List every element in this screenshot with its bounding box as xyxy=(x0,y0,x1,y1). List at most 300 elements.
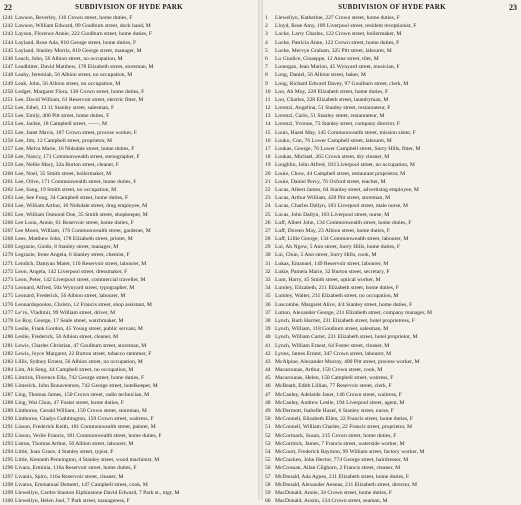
list-item xyxy=(265,55,519,63)
entry-number: 49 xyxy=(265,408,271,414)
entry-text: Lucas, Charles Dallyn, 183 Liverpool street, male nurse, M xyxy=(275,203,408,210)
entry-text: Little, Joan Grace, 4 Stanley street, typist, F xyxy=(15,448,114,455)
list-item xyxy=(265,268,519,276)
entry-text: Long, Daniel, 56 Albion street, baker, M xyxy=(275,72,366,79)
entry-number: 1294 xyxy=(2,448,14,455)
entry-text: Luscombe, Margaret Alice, 4/4 Stanley street, home duties, F xyxy=(275,301,413,308)
entry-text: Lutton, Alexander George, 211 Elizabeth street, company manager, M xyxy=(275,309,432,316)
list-item xyxy=(265,342,519,350)
entry-text: Leahy, Jeremiah, 56 Albion street, no occupation, M xyxy=(15,72,133,79)
entry-number: 1270 xyxy=(2,252,14,259)
entry-text: Lumley, Walter, 211 Elizabeth street, no occupation, M xyxy=(275,293,399,300)
entry-number: 1285 xyxy=(2,375,14,382)
list-item xyxy=(265,497,519,505)
list-item xyxy=(2,489,256,497)
list-item xyxy=(2,243,256,251)
list-item xyxy=(265,325,519,333)
entry-number: 22 xyxy=(265,186,271,193)
list-item xyxy=(265,333,519,341)
entry-text: Layson, Florence Annie, 222 Goulburn street, home duties, F xyxy=(15,31,153,38)
entry-text: Layland, Stanley Morris, 810 George street, manager, M xyxy=(15,47,142,54)
entry-number: 31 xyxy=(265,260,271,267)
entry-number: 1250 xyxy=(2,88,14,95)
list-item xyxy=(265,481,519,489)
list-item xyxy=(2,202,256,210)
list-item xyxy=(2,63,256,71)
list-item xyxy=(265,251,519,259)
entry-text: Leadbitter, David Matthew, 178 Elizabeth street, storeman, M xyxy=(15,64,154,71)
entry-text: McConnell, William Charles, 22 Francis street, proprietor, M xyxy=(275,424,412,431)
entry-number: 1298 xyxy=(2,481,14,488)
list-item xyxy=(2,301,256,309)
list-item xyxy=(265,276,519,284)
entry-text: Lorenzi, Carlo, 51 Stanley street, restaurateur, M xyxy=(275,113,385,120)
list-item xyxy=(2,22,256,30)
entry-number: 24 xyxy=(265,203,271,210)
page-number: 23 xyxy=(509,3,517,12)
list-item xyxy=(265,129,519,137)
entry-text: Llewellyn, Helen Juel, 7 Park street, manageress, F xyxy=(15,498,130,505)
entry-number: 4 xyxy=(265,39,268,46)
entry-number: 48 xyxy=(265,399,271,406)
entry-text: Long, Richard Edward Davey, 97 Goulburn street, clerk, M xyxy=(275,80,409,87)
entry-number: 1260 xyxy=(2,170,14,177)
entry-text: Lee, Olive, 171 Commonwealth street, home duties, F xyxy=(15,178,137,185)
list-item xyxy=(265,80,519,88)
entry-number: 50 xyxy=(265,416,271,423)
list-item xyxy=(2,374,256,382)
entry-number: 1289 xyxy=(2,408,14,414)
list-item xyxy=(265,153,519,161)
entry-text: Lonergan, Jean Marion, 45 Wynyard street, musician, F xyxy=(275,64,400,71)
entry-text: Loo, Ah Moy, 228 Elizabeth street, home duties, F xyxy=(275,88,389,95)
list-item xyxy=(265,186,519,194)
entry-text: Locke, Mervyn Graham, 325 Pitt street, labourer, M xyxy=(275,47,392,54)
entry-text: Lee, Jim, 12 Campbell street, proprietor, M xyxy=(15,137,113,144)
entry-text: Layland, Rose Ada, 810 George street, home duties, F xyxy=(15,39,137,46)
entry-text: Lucas, Albert James, 64 Stanley street, advertising employee, M xyxy=(275,186,419,193)
entry-text: Le’ro, Vladimir, 99 William street, driver, M xyxy=(15,309,116,316)
left-page-header xyxy=(4,0,254,14)
entry-number: 1254 xyxy=(2,121,14,128)
list-item xyxy=(2,129,256,137)
entry-number: 51 xyxy=(265,424,271,431)
list-item xyxy=(2,39,256,47)
entry-number: 36 xyxy=(265,301,271,308)
entry-text: Liston, Thomas Arthur, 56 Albion street, labourer, M xyxy=(15,440,134,447)
entry-text: Lee Moon, William, 176 Commonwealth street, gardener, M xyxy=(15,227,151,234)
entry-number: 25 xyxy=(265,211,271,218)
list-item xyxy=(265,382,519,390)
entry-text: Loukas, George, 76 Lower Campbell street, Surry Hills, fitter, M xyxy=(275,146,421,152)
entry-number: 29 xyxy=(265,244,271,251)
entry-text: Lyons, James Ernest, 347 Crown street, labourer, M xyxy=(275,350,392,357)
entry-text: Lucas, Arthur William, 428 Pitt street, storeman, M xyxy=(275,195,391,202)
entry-number: 1256 xyxy=(2,137,14,144)
list-item xyxy=(2,440,256,448)
list-item xyxy=(2,292,256,300)
list-item xyxy=(265,407,519,415)
entry-number: 16 xyxy=(265,137,271,144)
entry-text: Lawson, William Edward, 89 Goulburn street, dock hand, M xyxy=(15,23,151,30)
entry-text: Le Roy, George, 17 Seale street, watchmaker, M xyxy=(15,317,124,324)
page-number: 22 xyxy=(4,3,12,12)
entry-text: Lewis, Joyce Margaret, 22 Burton street, tobacco stemmer, F xyxy=(15,350,152,357)
list-item xyxy=(2,112,256,120)
list-item xyxy=(265,14,519,22)
entry-text: Louko, Con, 76 Lower Campbell street, labourer, M xyxy=(275,137,392,144)
list-item xyxy=(2,481,256,489)
entry-number: 1284 xyxy=(2,367,14,374)
entry-text: Louie, Chow, 44 Campbell street, restaurant proprietor, M xyxy=(275,170,406,177)
list-item xyxy=(265,489,519,497)
list-item xyxy=(265,358,519,366)
entry-text: Leonard, Frederick, 56 Albion street, labourer, M xyxy=(15,293,126,300)
entry-text: Leach, John, 56 Albion street, no occupation, M xyxy=(15,55,123,62)
entry-number: 1258 xyxy=(2,154,14,161)
entry-number: 57 xyxy=(265,473,271,480)
entry-number: 7 xyxy=(265,64,268,71)
entry-number: 5 xyxy=(265,47,268,54)
entry-text: MacDonald, Austin, 134 Crown street, seaman, M xyxy=(275,498,388,505)
list-item xyxy=(2,382,256,390)
entry-number: 1242 xyxy=(2,23,14,30)
entry-number: 59 xyxy=(265,489,271,496)
list-item xyxy=(2,186,256,194)
list-item xyxy=(2,407,256,415)
entry-number: 1277 xyxy=(2,309,14,316)
entry-text: Legrazie, Guido, 8 Stanley street, manager, M xyxy=(15,244,119,251)
entry-number: 54 xyxy=(265,448,271,455)
entry-text: Linthorne, Gerald William, 150 Crown street, storeman, M xyxy=(15,408,147,414)
list-item xyxy=(2,448,256,456)
entry-number: 1297 xyxy=(2,473,14,480)
entry-number: 1271 xyxy=(2,260,14,267)
entry-number: 1287 xyxy=(2,391,14,398)
entry-number: 32 xyxy=(265,268,271,275)
list-item xyxy=(2,309,256,317)
list-item xyxy=(265,71,519,79)
list-item xyxy=(265,170,519,178)
entry-text: Llewellyn, Katherine, 227 Crown street, home duties, F xyxy=(275,15,400,21)
elector-list xyxy=(265,14,519,505)
list-item xyxy=(265,112,519,120)
list-item xyxy=(265,464,519,472)
entry-text: Little, Kenneth Pennington, 4 Stanley street, wood machinist, M xyxy=(15,457,160,464)
entry-number: 8 xyxy=(265,72,268,79)
entry-text: Lloyd, Rose Amy, 189 Liverpool street, resident receptionist, F xyxy=(275,23,417,30)
entry-text: Lee, Jackie, 18 Campbell street, ——, M xyxy=(15,121,107,128)
list-item xyxy=(2,145,256,153)
list-item xyxy=(2,333,256,341)
list-item xyxy=(2,80,256,88)
entry-text: Lisson, Frederick Keith, 181 Commonwealth street, painter, M xyxy=(15,424,156,431)
entry-number: 1275 xyxy=(2,293,14,300)
list-item xyxy=(265,284,519,292)
entry-number: 1265 xyxy=(2,211,14,218)
list-item xyxy=(2,473,256,481)
entry-number: 1286 xyxy=(2,383,14,390)
entry-text: McCormick, James, 7 Francis street, waterside worker, M xyxy=(275,440,405,447)
entry-text: McAlpine, Alexander Murray, 400 Pitt street, process worker, M xyxy=(275,358,420,365)
entry-text: Lee, William Osmond Doe, 35 Smith street, shopkeeper, M xyxy=(15,211,148,218)
list-item xyxy=(265,243,519,251)
list-item xyxy=(265,88,519,96)
entry-number: 1266 xyxy=(2,219,14,226)
entry-text: McCracken, John Hector, 774 George street, hairdresser, M xyxy=(275,457,409,464)
entry-text: Ledger, Margaret Flora, 138 Crown street, home duties, F xyxy=(15,88,145,95)
list-item xyxy=(265,399,519,407)
entry-number: 1279 xyxy=(2,326,14,333)
entry-number: 10 xyxy=(265,88,271,95)
entry-number: 17 xyxy=(265,146,271,152)
entry-number: 53 xyxy=(265,440,271,447)
entry-text: Lui, Chun, 5 Ann street, Surry Hills, cook, M xyxy=(275,252,377,259)
list-item xyxy=(2,104,256,112)
entry-text: McBeath, Edith Lillian, 77 Reservoir street, clerk, F xyxy=(275,383,392,390)
entry-text: Locke, Patricia Anne, 122 Crown street, home duties, F xyxy=(275,39,400,46)
entry-text: Lees, Matthew John, 178 Elizabeth street, printer, M xyxy=(15,236,133,243)
list-item xyxy=(265,301,519,309)
entry-number: 28 xyxy=(265,236,271,243)
entry-number: 1272 xyxy=(2,268,14,275)
list-item xyxy=(2,161,256,169)
list-item xyxy=(2,88,256,96)
entry-number: 1278 xyxy=(2,317,14,324)
page-title: SUBDIVISION OF HYDE PARK xyxy=(75,3,183,11)
entry-text: Lee, Nancy, 171 Commonwealth street, stenographer, F xyxy=(15,154,140,161)
entry-number: 1246 xyxy=(2,55,14,62)
entry-text: Lewis, Charles Christian, 47 Goulburn street, storeman, M xyxy=(15,342,147,349)
entry-number: 20 xyxy=(265,170,271,177)
entry-text: Loo, Charles, 228 Elizabeth street, laundryman, M xyxy=(275,96,389,103)
entry-text: Lillis, Sydney Ernest, 56 Albion street, no occupation, M xyxy=(15,358,143,365)
entry-number: 1280 xyxy=(2,334,14,341)
entry-text: Lee, David William, 61 Reservoir street, electric fitter, M xyxy=(15,96,144,103)
list-item xyxy=(265,194,519,202)
entry-number: 1 xyxy=(265,15,268,21)
entry-number: 21 xyxy=(265,178,271,185)
entry-text: Llewellyn, Cardre Stanton Elphinstone David Edward, 7 Park st., mgr, M xyxy=(15,489,180,496)
entry-number: 46 xyxy=(265,383,271,390)
entry-number: 1282 xyxy=(2,350,14,357)
entry-text: Loughlin, John Alfred, 183 Liverpool street, no occupation, M xyxy=(275,162,415,169)
right-page xyxy=(263,0,521,505)
entry-text: Lee, Emily, 400 Pitt street, home duties, F xyxy=(15,113,110,120)
entry-text: Lee, Melva Marie, 16 Nidsdale street, home duties, F xyxy=(15,146,135,152)
entry-text: Luff, Doreen May, 23 Albion street, home duties, F xyxy=(275,227,390,234)
entry-text: McDonald, Ada Agnes, 211 Elizabeth street, home duties, F xyxy=(275,473,410,480)
list-item xyxy=(265,423,519,431)
entry-number: 19 xyxy=(265,162,271,169)
list-item xyxy=(2,211,256,219)
entry-number: 1276 xyxy=(2,301,14,308)
entry-number: 1251 xyxy=(2,96,14,103)
entry-text: Limrick, Florence Ella, 742 George street, home duties, F xyxy=(15,375,145,382)
list-item xyxy=(2,497,256,505)
entry-text: Leonardopoulos, Christo, 12 Francis street, shop assistant, M xyxy=(15,301,152,308)
list-item xyxy=(2,96,256,104)
entry-number: 3 xyxy=(265,31,268,38)
list-item xyxy=(2,268,256,276)
list-item xyxy=(2,30,256,38)
list-item xyxy=(265,227,519,235)
list-item xyxy=(2,235,256,243)
entry-number: 42 xyxy=(265,350,271,357)
list-item xyxy=(2,47,256,55)
entry-number: 1252 xyxy=(2,105,14,112)
entry-text: Macarounas, Helen, 150 Campbell street, waitress, F xyxy=(275,375,394,382)
entry-number: 1247 xyxy=(2,64,14,71)
list-item xyxy=(2,14,256,22)
list-item xyxy=(2,399,256,407)
list-item xyxy=(2,415,256,423)
list-item xyxy=(2,325,256,333)
entry-text: McDermott, Isabelle Hazel, 6 Stanley street, nurse, F xyxy=(275,408,394,414)
entry-number: 47 xyxy=(265,391,271,398)
entry-text: Leak, John, 56 Albion street, no occupation, M xyxy=(15,80,121,87)
entry-number: 41 xyxy=(265,342,271,349)
list-item xyxy=(2,350,256,358)
entry-number: 1267 xyxy=(2,227,14,234)
list-item xyxy=(2,55,256,63)
entry-number: 12 xyxy=(265,105,271,112)
entry-text: Lynch, William Carter, 231 Elizabeth street, hotel proprietor, M xyxy=(275,334,418,341)
entry-number: 1281 xyxy=(2,342,14,349)
entry-text: McCormack, Susan, 215 Crown street, home duties, F xyxy=(275,432,397,439)
list-item xyxy=(265,63,519,71)
entry-text: Ling, Thomas James, 150 Crown street, radio technician, M xyxy=(15,391,150,398)
entry-number: 1290 xyxy=(2,416,14,423)
entry-number: 2 xyxy=(265,23,268,30)
entry-text: Lee, See Fong, 34 Campbell street, home duties, F xyxy=(15,195,129,202)
entry-number: 14 xyxy=(265,121,271,128)
entry-text: Locke, Larry Charles, 122 Crown street, boilermaker, M xyxy=(275,31,402,38)
entry-text: Lum, Harry, 45 Smith street, optical worker, M xyxy=(275,277,381,283)
entry-text: Linthorne, Gladys Cuthbington, 150 Crown street, waitress, F xyxy=(15,416,154,423)
entry-text: Lee, Janet Mavis, 187 Crown street, process worker, F xyxy=(15,129,137,136)
list-item xyxy=(265,137,519,145)
list-item xyxy=(2,432,256,440)
entry-text: Luff, Albert John, 134 Commonwealth street, home duties, F xyxy=(275,219,412,226)
entry-text: Livatos, Emmanual Demetri, 147 Campbell street, cook, M xyxy=(15,481,148,488)
list-item xyxy=(2,284,256,292)
list-item xyxy=(265,366,519,374)
entry-number: 38 xyxy=(265,317,271,324)
list-item xyxy=(2,71,256,79)
list-item xyxy=(265,292,519,300)
entry-number: 35 xyxy=(265,293,271,300)
entry-number: 27 xyxy=(265,227,271,234)
list-item xyxy=(2,391,256,399)
entry-number: 1263 xyxy=(2,195,14,202)
entry-number: 30 xyxy=(265,252,271,259)
list-item xyxy=(2,178,256,186)
list-item xyxy=(2,251,256,259)
entry-text: Lukas, Emanuel, 149 Reservoir street, labourer, M xyxy=(275,260,389,267)
elector-list xyxy=(2,14,256,505)
entry-number: 43 xyxy=(265,358,271,365)
list-item xyxy=(2,366,256,374)
entry-text: Leslie, Frank Gordon, 45 Young street, public servant, M xyxy=(15,326,143,333)
entry-text: Lee, Noel, 35 Smith street, boilermaker, M xyxy=(15,170,112,177)
entry-number: 1300 xyxy=(2,498,14,505)
list-item xyxy=(265,440,519,448)
list-item xyxy=(265,235,519,243)
entry-text: Lucas, John Dallyn, 183 Liverpool street, nurse, M xyxy=(275,211,390,218)
entry-number: 13 xyxy=(265,113,271,120)
entry-number: 1296 xyxy=(2,465,14,472)
left-page xyxy=(0,0,258,505)
entry-text: MacDonald, Annie, 34 Crown street, home duties, F xyxy=(275,489,392,496)
list-item xyxy=(265,39,519,47)
entry-number: 23 xyxy=(265,195,271,202)
entry-number: 1245 xyxy=(2,47,14,54)
entry-number: 39 xyxy=(265,326,271,333)
entry-number: 1299 xyxy=(2,489,14,496)
entry-text: Lo Giudice, Giuseppe, 12 Anne street, tiler, M xyxy=(275,55,379,62)
entry-text: Livara, Erminia, 116a Reservoir street, home duties, F xyxy=(15,465,137,472)
entry-text: McCauley, Adelaide Janet, 146 Crown street, waitress, F xyxy=(275,391,402,398)
entry-number: 40 xyxy=(265,334,271,341)
right-page-header xyxy=(267,0,517,14)
entry-text: McCrossan, Allan Clighorn, 2 Francis street, cleaner, M xyxy=(275,465,401,472)
entry-text: Legrazie, Irene Angela, 6 Stanley street, chemist, F xyxy=(15,252,130,259)
entry-number: 1244 xyxy=(2,39,14,46)
entry-text: Lee, Ethel, 13 11 Stanley street, salesman, F xyxy=(15,105,115,112)
list-item xyxy=(265,219,519,227)
entry-text: Lorenzi, Angelina, 51 Stanley street, restaurateur, F xyxy=(275,105,391,112)
entry-number: 45 xyxy=(265,375,271,382)
entry-number: 1255 xyxy=(2,129,14,136)
entry-text: Lumley, Elizabeth, 211 Elizabeth street, home duties, F xyxy=(275,285,399,292)
entry-number: 1249 xyxy=(2,80,14,87)
entry-text: Lynch, Ruth Harriet, 231 Elizabeth street, hotel proprietress, F xyxy=(275,317,415,324)
entry-number: 1243 xyxy=(2,31,14,38)
list-item xyxy=(2,358,256,366)
entry-number: 1269 xyxy=(2,244,14,251)
entry-text: Loukas, Michael, 265 Crown street, dry cleaner, M xyxy=(275,154,390,161)
entry-text: McCourt, Frederick Raymon, 99 William street, factory worker, M xyxy=(275,448,425,455)
entry-number: 1241 xyxy=(2,15,14,21)
list-item xyxy=(265,104,519,112)
entry-text: Lorenzi, Yvonne, 73 Stanley street, company director, F xyxy=(275,121,400,128)
entry-text: McCauley, Andrew Leslie, 194 Liverpool street, agent, M xyxy=(275,399,405,406)
entry-number: 1291 xyxy=(2,424,14,431)
entry-number: 1248 xyxy=(2,72,14,79)
list-item xyxy=(265,30,519,38)
entry-text: Lee Loon, Annie, 61 Reservoir street, home duties, F xyxy=(15,219,134,226)
entry-text: Macarounas, Arthur, 150 Crown street, cook, M xyxy=(275,367,383,374)
list-item xyxy=(265,456,519,464)
entry-text: Luff, Lillie George, 134 Commonwealth street, labourer, M xyxy=(275,236,409,243)
list-item xyxy=(2,276,256,284)
list-item xyxy=(2,342,256,350)
entry-number: 55 xyxy=(265,457,271,464)
list-item xyxy=(265,211,519,219)
entry-number: 26 xyxy=(265,219,271,226)
list-item xyxy=(265,317,519,325)
list-item xyxy=(265,309,519,317)
entry-text: Lynch, William, 118 Goulburn street, salesman, M xyxy=(275,326,389,333)
entry-number: 37 xyxy=(265,309,271,316)
entry-number: 1259 xyxy=(2,162,14,169)
list-item xyxy=(2,219,256,227)
entry-number: 9 xyxy=(265,80,268,87)
list-item xyxy=(265,260,519,268)
page-title: SUBDIVISION OF HYDE PARK xyxy=(338,3,446,11)
entry-text: Leon, Angela, 142 Liverpool street, dressmaker, F xyxy=(15,268,128,275)
